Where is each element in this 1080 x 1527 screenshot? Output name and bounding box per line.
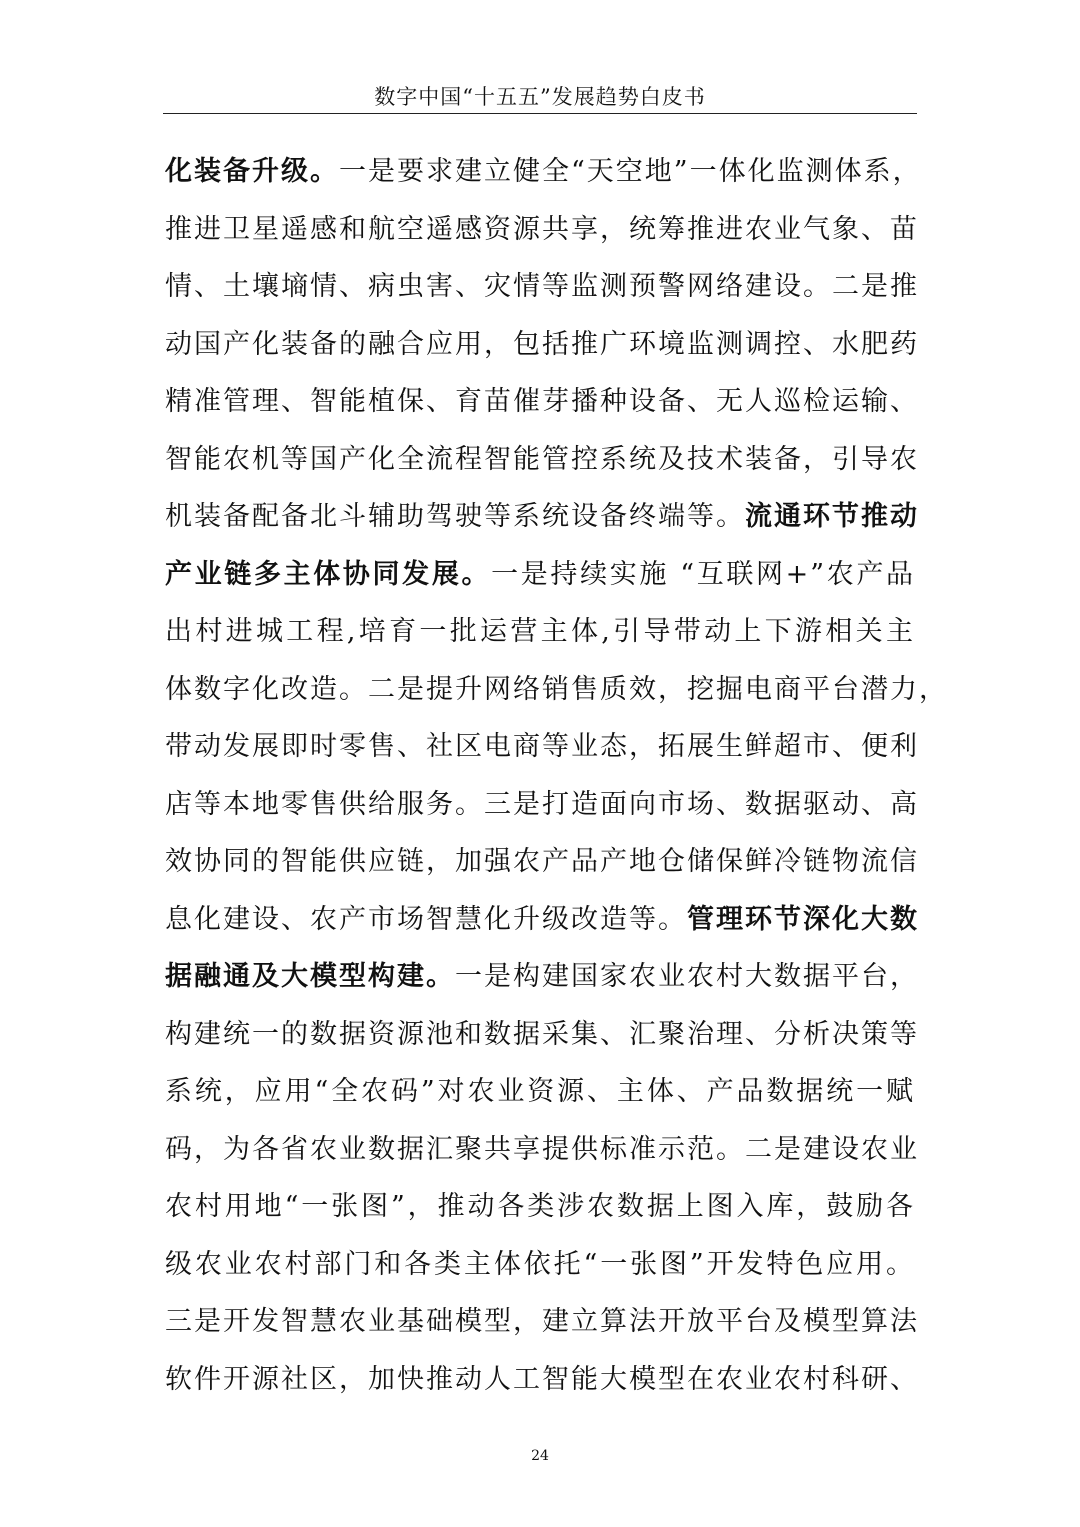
text-run: 效协同的智能供应链，加强农产品产地仓储保鲜冷链物流信 <box>165 846 919 877</box>
text-run: 出村进城工程,培育一批运营主体,引导带动上下游相关主 <box>165 616 915 647</box>
text-line <box>165 1063 915 1121</box>
text-run: 码，为各省农业数据汇聚共享提供标准示范。二是建设农业 <box>165 1133 919 1165</box>
text-run: 系统，应用“全农码”对农业资源、主体、产品数据统一赋 <box>165 1076 915 1107</box>
text-line <box>165 373 919 431</box>
text-line <box>165 546 915 604</box>
text-run: 店等本地零售供给服务。三是打造面向市场、数据驱动、高 <box>165 788 919 820</box>
text-line <box>165 1236 915 1294</box>
bold-heading-run: 产业链多主体协同发展。 <box>165 558 492 590</box>
text-run: 体数字化改造。二是提升网络销售质效，挖掘电商平台潜力， <box>165 673 948 705</box>
body-text <box>165 143 948 1408</box>
text-line <box>165 833 919 891</box>
text-run: 情、土壤墒情、病虫害、灾情等监测预警网络建设。二是推 <box>165 271 919 302</box>
page-header-title: 数字中国“十五五”发展趋势白皮书 <box>374 85 706 109</box>
text-line <box>165 1293 919 1351</box>
text-run: 推进卫星遥感和航空遥感资源共享，统筹推进农业气象、苗 <box>165 213 919 245</box>
text-line <box>165 316 919 374</box>
text-line <box>165 143 922 201</box>
text-run: 动国产化装备的融合应用，包括推广环境监测调控、水肥药 <box>165 328 919 360</box>
text-run: 精准管理、智能植保、育苗催芽播种设备、无人巡检运输、 <box>165 386 919 417</box>
text-line <box>165 201 919 259</box>
text-run: 一是构建国家农业农村大数据平台， <box>455 961 919 992</box>
text-line <box>165 776 919 834</box>
text-run: 级农业农村部门和各类主体依托“一张图”开发特色应用。 <box>165 1248 915 1280</box>
text-line <box>165 661 948 719</box>
page-number: 24 <box>531 1448 549 1464</box>
text-line <box>165 948 919 1006</box>
text-run: 农村用地“一张图”，推动各类涉农数据上图入库，鼓励各 <box>165 1191 915 1222</box>
text-line <box>165 488 919 546</box>
text-run: 一是持续实施 “互联网+”农产品 <box>491 558 916 590</box>
text-run: 三是开发智慧农业基础模型，建立算法开放平台及模型算法 <box>165 1306 919 1337</box>
text-line <box>165 603 915 661</box>
text-run: 息化建设、农产市场智慧化升级改造等。 <box>165 903 687 935</box>
text-line <box>165 1006 919 1064</box>
text-line <box>165 1121 919 1179</box>
text-line <box>165 1351 919 1409</box>
text-line <box>165 1178 915 1236</box>
text-line <box>165 431 919 489</box>
text-run: 软件开源社区，加快推动人工智能大模型在农业农村科研、 <box>165 1363 919 1395</box>
text-run: 机装备配备北斗辅助驾驶等系统设备终端等。 <box>165 501 745 532</box>
bold-heading-run: 管理环节深化大数 <box>687 903 919 935</box>
text-line <box>165 718 919 776</box>
header-divider <box>163 113 917 114</box>
text-run: 构建统一的数据资源池和数据采集、汇聚治理、分析决策等 <box>165 1018 919 1050</box>
text-line <box>165 891 919 949</box>
bold-heading-run: 据融通及大模型构建。 <box>165 961 455 992</box>
text-run: 一是要求建立健全“天空地”一体化监测体系， <box>339 156 922 187</box>
text-run: 带动发展即时零售、社区电商等业态，拓展生鲜超市、便利 <box>165 731 919 762</box>
text-run: 智能农机等国产化全流程智能管控系统及技术装备，引导农 <box>165 443 919 475</box>
bold-heading-run: 流通环节推动 <box>745 501 919 532</box>
bold-heading-run: 化装备升级。 <box>165 156 339 187</box>
text-line <box>165 258 919 316</box>
